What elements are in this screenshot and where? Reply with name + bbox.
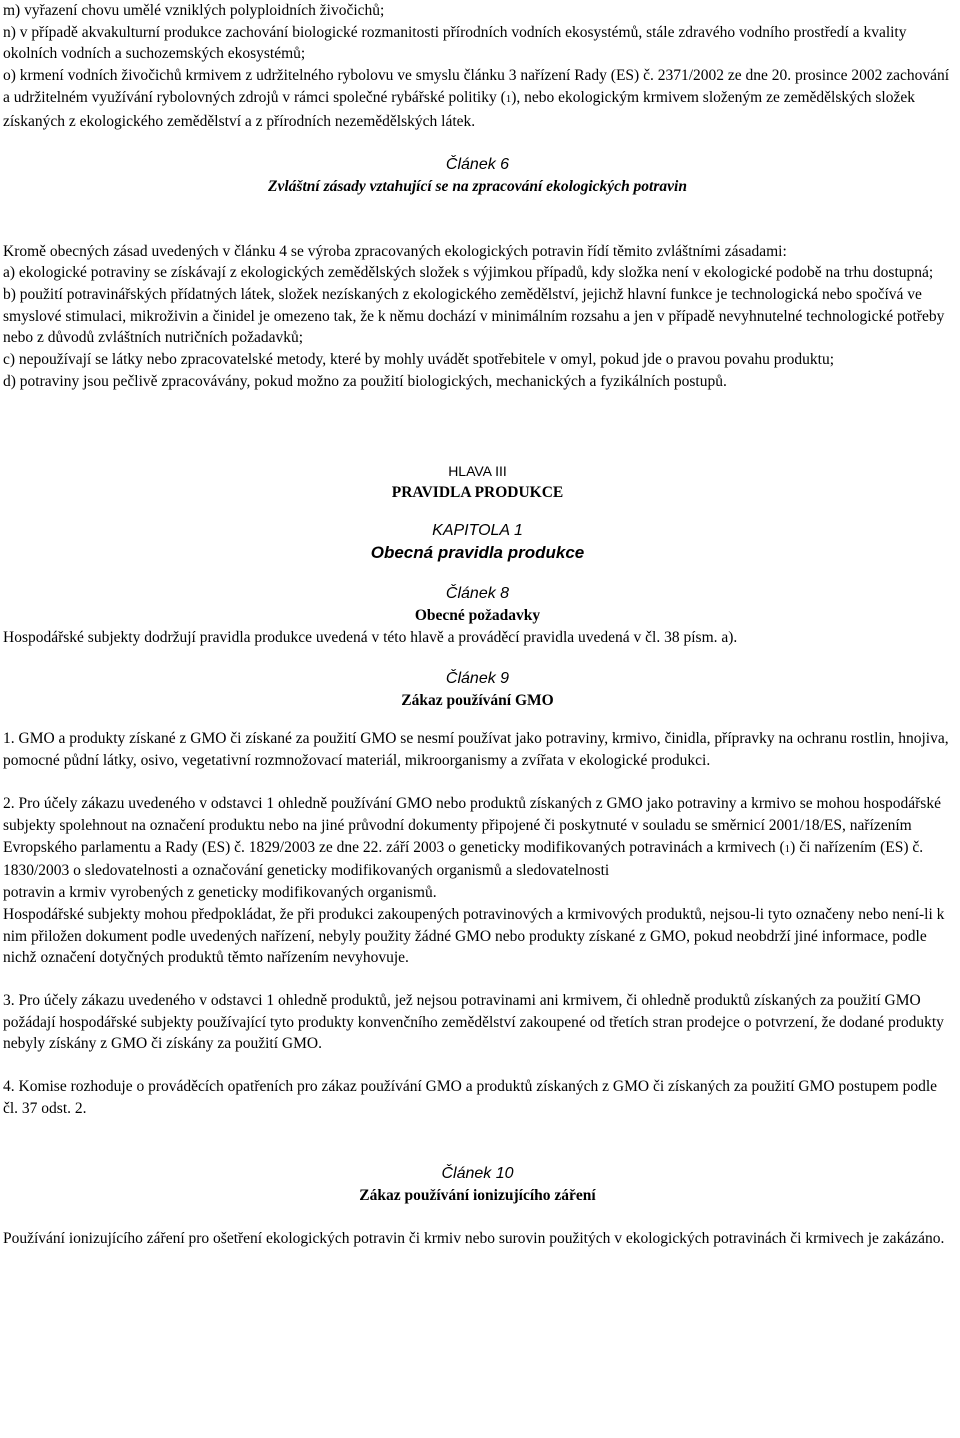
article-title: Obecné požadavky [414, 607, 541, 625]
title-name: PRAVIDLA PRODUKCE [391, 484, 564, 502]
list-item: c) nepoužívají se látky nebo zpracovatelské metody, které by mohly uvádět spotřebitele v omyl, pokud jde o pravou povahu produktu; [3, 351, 835, 369]
article-6 [3, 154, 952, 392]
paragraph-2-continued: potravin a krmiv vyrobených z geneticky modifikovaných organismů. [3, 884, 437, 902]
list-item: a) ekologické potraviny se získávají z ekologických zemědělských složek s výjimkou případů, kdy složka není v ekologické podobě na trhu dostupná; [3, 264, 934, 282]
paragraph-2-text-b: ) či nařízením (ES) č. 1830/2003 o sledovatelnosti a označování geneticky modifikovaných organismů a sledovatelnosti [3, 838, 924, 880]
paragraph-2-text-a: 2. Pro účely zákazu uvedeného v odstavci 1 ohledně používání GMO nebo produktů získaných z GMO jako potraviny a krmivo se mohou hospodářské subjekty spolehnout na označení produktu nebo na jiné průvodní dokumenty připojené či poskytnuté v souladu se směrnicí 2001/18/ES, nařízením Evropského parlamentu a Rady (ES) č. 1829/2003 ze dne 22. září 2003 o geneticky modifikovaných potravinách a krmivech ( [3, 795, 941, 856]
list-item: b) použití potravinářských přídatných látek, složek nezískaných z ekologického zemědělství, jejichž hlavní funkce je technologická nebo spočívá ve smyslové stimulaci, mikroživin a činidel je omezeno tak, že k němu dochází v minimálním rozsahu a jen v případě nevyhnutelné technologické potřeby nebo z důvodů zvláštních nutričních požadavků; [3, 286, 945, 347]
list-item-o-text-b: ), nebo ekologickým krmivem složeným ze zemědělských složek získaných z ekologického zemědělství a z přírodních nezemědělských látek. [3, 88, 915, 130]
footnote-ref: 1 [505, 92, 512, 105]
paragraph-2-note: Hospodářské subjekty mohou předpokládat, že při produkci zakoupených potravinových a krmivových produktů, nejsou-li tyto označeny nebo není-li k nim přiložen dokument podle uvedených nařízení, nebyly použity žádné GMO nebo produkty získané z GMO, pokud neobdrží jiné informace, podle nichž označení dotyčných produktů těmto nařízením nevyhovuje. [3, 905, 945, 967]
footnote-ref: 1 [784, 842, 791, 855]
paragraph-1: 1. GMO a produkty získané z GMO či získané za použití GMO se nesmí používat jako potraviny, krmivo, činidla, přípravky na ochranu rostlin, hnojiva, pomocné půdní látky, osivo, vegetativní rozmnožovací materiál, mikroorganismy a zvířata v ekologické produkci. [3, 729, 949, 769]
chapter-title: Obecná pravidla produkce [370, 542, 585, 562]
article-10 [3, 1163, 952, 1249]
paragraph-4: 4. Komise rozhoduje o prováděcích opatřeních pro zákaz používání GMO a produktů získaných z GMO či získaných za použití GMO postupem podle čl. 37 odst. 2. [3, 1078, 938, 1117]
list-item-m: m) vyřazení chovu umělé vzniklých polyploidních živočichů; [3, 2, 385, 19]
chapter-label: KAPITOLA 1 [432, 521, 523, 539]
intro-list [3, 0, 952, 132]
paragraph-2 [3, 793, 952, 882]
article-text: Používání ionizujícího záření pro ošetření ekologických potravin či krmiv nebo surovin použitých v ekologických potravinách či krmivech je zakázáno. [3, 1229, 945, 1247]
article-8 [3, 583, 952, 648]
article-heading: Článek 8 [445, 585, 510, 603]
list-item-n: n) v případě akvakulturní produkce zachování biologické rozmanitosti přírodních vodních ekosystémů, stále zdravého vodního prostředí a kvality okolních vodních a suchozemských ekosystémů; [3, 23, 907, 63]
list-item: d) potraviny jsou pečlivě zpracovávány, pokud možno za použití biologických, mechanických a fyzikálních postupů. [3, 372, 727, 390]
article-heading: Článek 6 [445, 156, 510, 174]
list-item-o [3, 65, 952, 132]
title-label: HLAVA III [448, 462, 507, 479]
article-lead: Kromě obecných zásad uvedených v článku 4 se výroba zpracovaných ekologických potravin řídí těmito zvláštními zásadami: [3, 242, 787, 260]
paragraph-3: 3. Pro účely zákazu uvedeného v odstavci 1 ohledně produktů, jež nejsou potravinami ani krmivem, či ohledně produktů získaných za použití GMO požádají hospodářské subjekty používající tyto produkty konvenčního zemědělství zakoupené od třetích stran prodejce o potvrzení, že dodané produkty nebyly získány z GMO či získány za použití GMO. [3, 991, 944, 1053]
article-heading: Článek 9 [445, 670, 510, 688]
title-section [3, 461, 952, 504]
article-heading: Článek 10 [441, 1165, 514, 1183]
article-title: Zákaz používání GMO [401, 692, 554, 710]
article-title: Zákaz používání ionizujícího záření [359, 1187, 596, 1205]
article-9 [3, 668, 952, 1119]
list-item-o-text-a: o) krmení vodních živočichů krmivem z udržitelného rybolovu ve smyslu článku 3 nařízení Rady (ES) č. 2371/2002 ze dne 20. prosince 2002 zachování a udržitelném využívání rybolovných zdrojů v rámci společné rybářské politiky ( [3, 67, 950, 106]
article-title: Zvláštní zásady vztahující se na zpracování ekologických potravin [268, 177, 687, 195]
chapter-section [3, 520, 952, 563]
article-text: Hospodářské subjekty dodržují pravidla produkce uvedená v této hlavě a prováděcí pravidla uvedená v čl. 38 písm. a). [3, 628, 738, 646]
